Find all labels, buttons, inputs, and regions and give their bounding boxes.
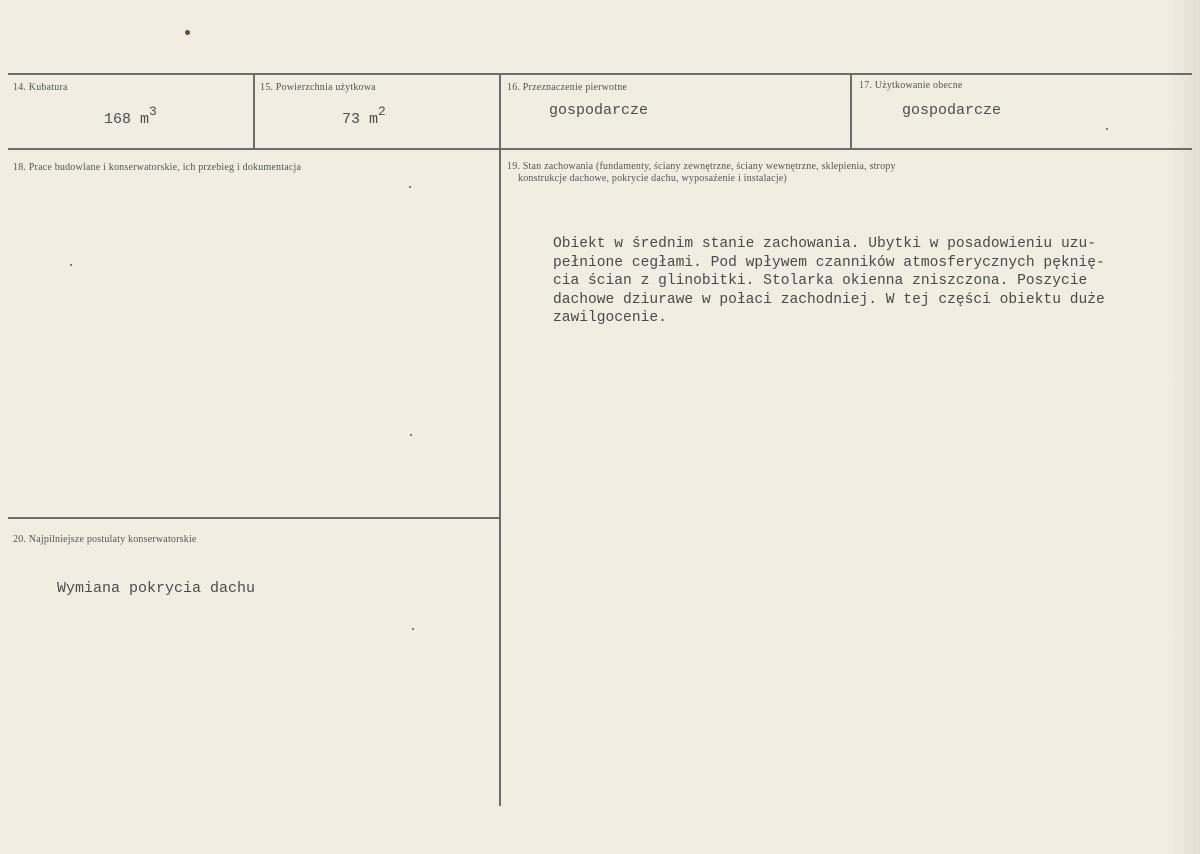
stan-line: dachowe dziurawe w połaci zachodniej. W tej części obiektu duże xyxy=(553,291,1105,308)
paper-speck xyxy=(185,30,190,35)
paper-speck xyxy=(1106,128,1108,130)
stan-line: Obiekt w średnim stanie zachowania. Ubytki w posadowieniu uzu- xyxy=(553,236,1096,252)
paper-speck xyxy=(409,186,411,188)
stan-line: cia ścian z glinobitki. Stolarka okienna zniszczona. Poszycie xyxy=(553,273,1088,289)
col-divider-2 xyxy=(499,73,501,806)
kubatura-unit-exponent: 3 xyxy=(149,104,157,119)
stan-label-line2: konstrukcje dachowe, pokrycie dachu, wyposażenie i instalacje) xyxy=(518,173,787,184)
kubatura-number: 168 m xyxy=(104,111,150,128)
powierzchnia-value xyxy=(342,106,386,128)
powierzchnia-number: 73 m xyxy=(342,111,379,128)
stan-line: pełnione cegłami. Pod wpływem czanników atmosferycznych pęknię- xyxy=(553,254,1105,271)
row-divider xyxy=(8,148,1192,150)
paper-speck xyxy=(70,264,72,266)
paper-speck xyxy=(410,434,412,436)
col-divider-1 xyxy=(253,73,255,149)
powierzchnia-unit-exponent: 2 xyxy=(378,104,386,119)
kubatura-label: 14. Kubatura xyxy=(13,82,68,93)
powierzchnia-label: 15. Powierzchnia użytkowa xyxy=(260,82,376,93)
paper-speck xyxy=(412,628,414,630)
col-divider-3 xyxy=(850,73,852,149)
przeznaczenie-value: gospodarcze xyxy=(549,102,649,119)
stan-label-line1: 19. Stan zachowania (fundamenty, ściany zewnętrzne, ściany wewnętrzne, sklepienia, stropy xyxy=(507,161,896,172)
kubatura-value xyxy=(104,106,157,128)
postulaty-value: Wymiana pokrycia dachu xyxy=(57,580,256,597)
uzytkowanie-value: gospodarcze xyxy=(902,102,1002,119)
top-rule xyxy=(8,73,1192,75)
postulaty-label: 20. Najpilniejsze postulaty konserwatorskie xyxy=(13,534,197,545)
przeznaczenie-label: 16. Przeznaczenie pierwotne xyxy=(507,82,628,93)
section-divider xyxy=(8,517,500,519)
uzytkowanie-label: 17. Użytkowanie obecne xyxy=(859,80,963,91)
paper-edge-shadow xyxy=(1170,0,1200,854)
prace-label: 18. Prace budowlane i konserwatorskie, ich przebieg i dokumentacja xyxy=(13,162,302,173)
stan-description xyxy=(553,235,1105,328)
stan-line: zawilgocenie. xyxy=(553,310,667,326)
